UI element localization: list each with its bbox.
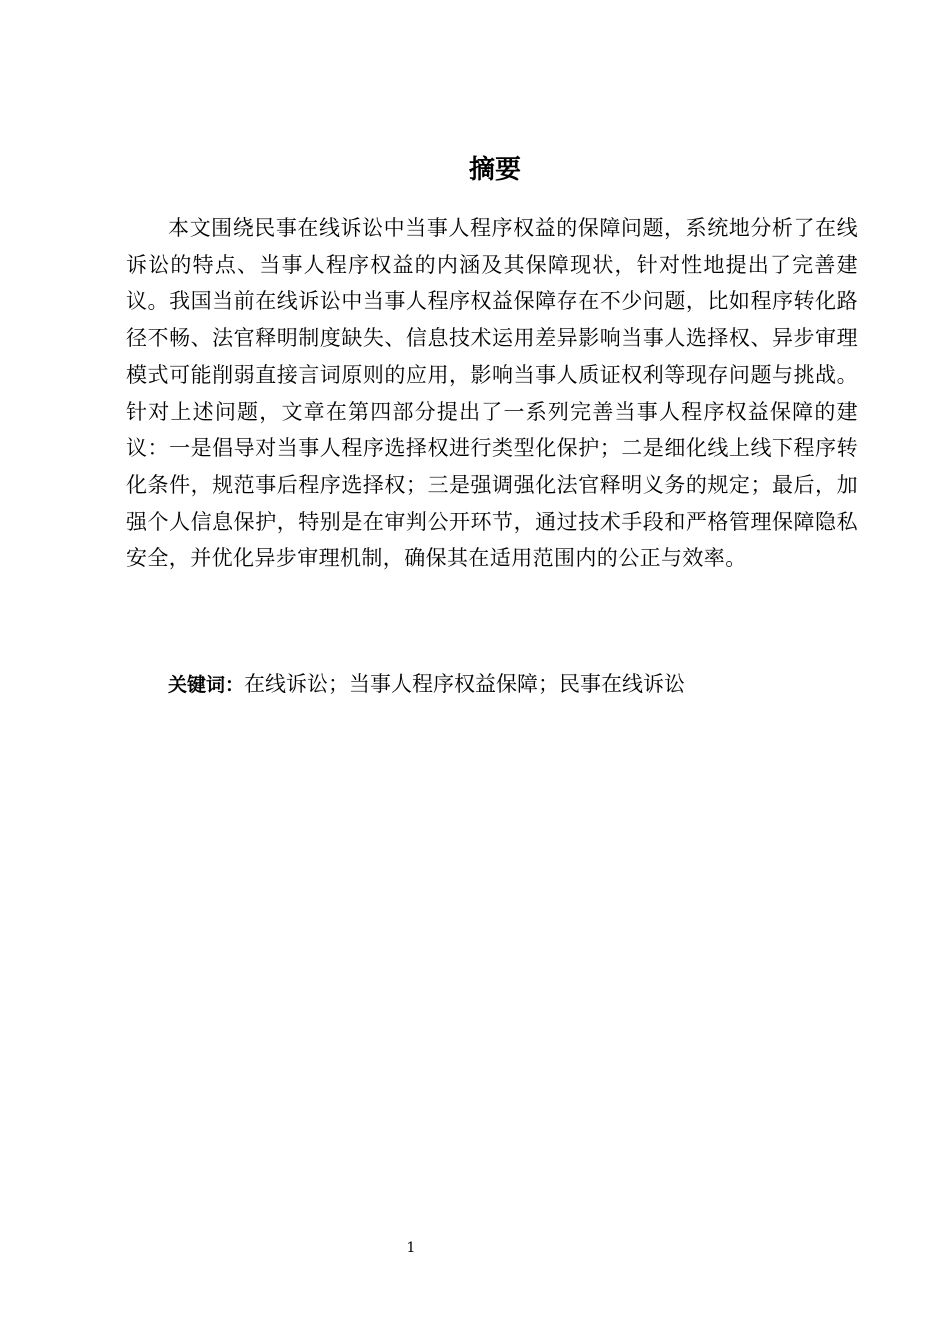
keywords-text: 在线诉讼；当事人程序权益保障；民事在线诉讼	[244, 672, 686, 696]
keywords-label: 关键词：	[168, 674, 245, 696]
page-number: 1	[406, 1240, 416, 1256]
abstract-paragraph: 本文围绕民事在线诉讼中当事人程序权益的保障问题，系统地分析了在线诉讼的特点、当事人程序权益的内涵及其保障现状，针对性地提出了完善建议。我国当前在线诉讼中当事人程序权益保障存在不少问题，比如程序转化路径不畅、法官释明制度缺失、信息技术运用差异影响当事人选择权、异步审理模式可能削弱直接言词原则的应用，影响当事人质证权利等现存问题与挑战。针对上述问题，文章在第四部分提出了一系列完善当事人程序权益保障的建议：一是倡导对当事人程序选择权进行类型化保护；二是细化线上线下程序转化条件，规范事后程序选择权；三是强调强化法官释明义务的规定；最后，加强个人信息保护，特别是在审判公开环节，通过技术手段和严格管理保障隐私安全，并优化异步审理机制，确保其在适用范围内的公正与效率。	[126, 216, 858, 571]
keywords-line	[168, 666, 868, 703]
abstract-title: 摘要	[468, 155, 521, 185]
